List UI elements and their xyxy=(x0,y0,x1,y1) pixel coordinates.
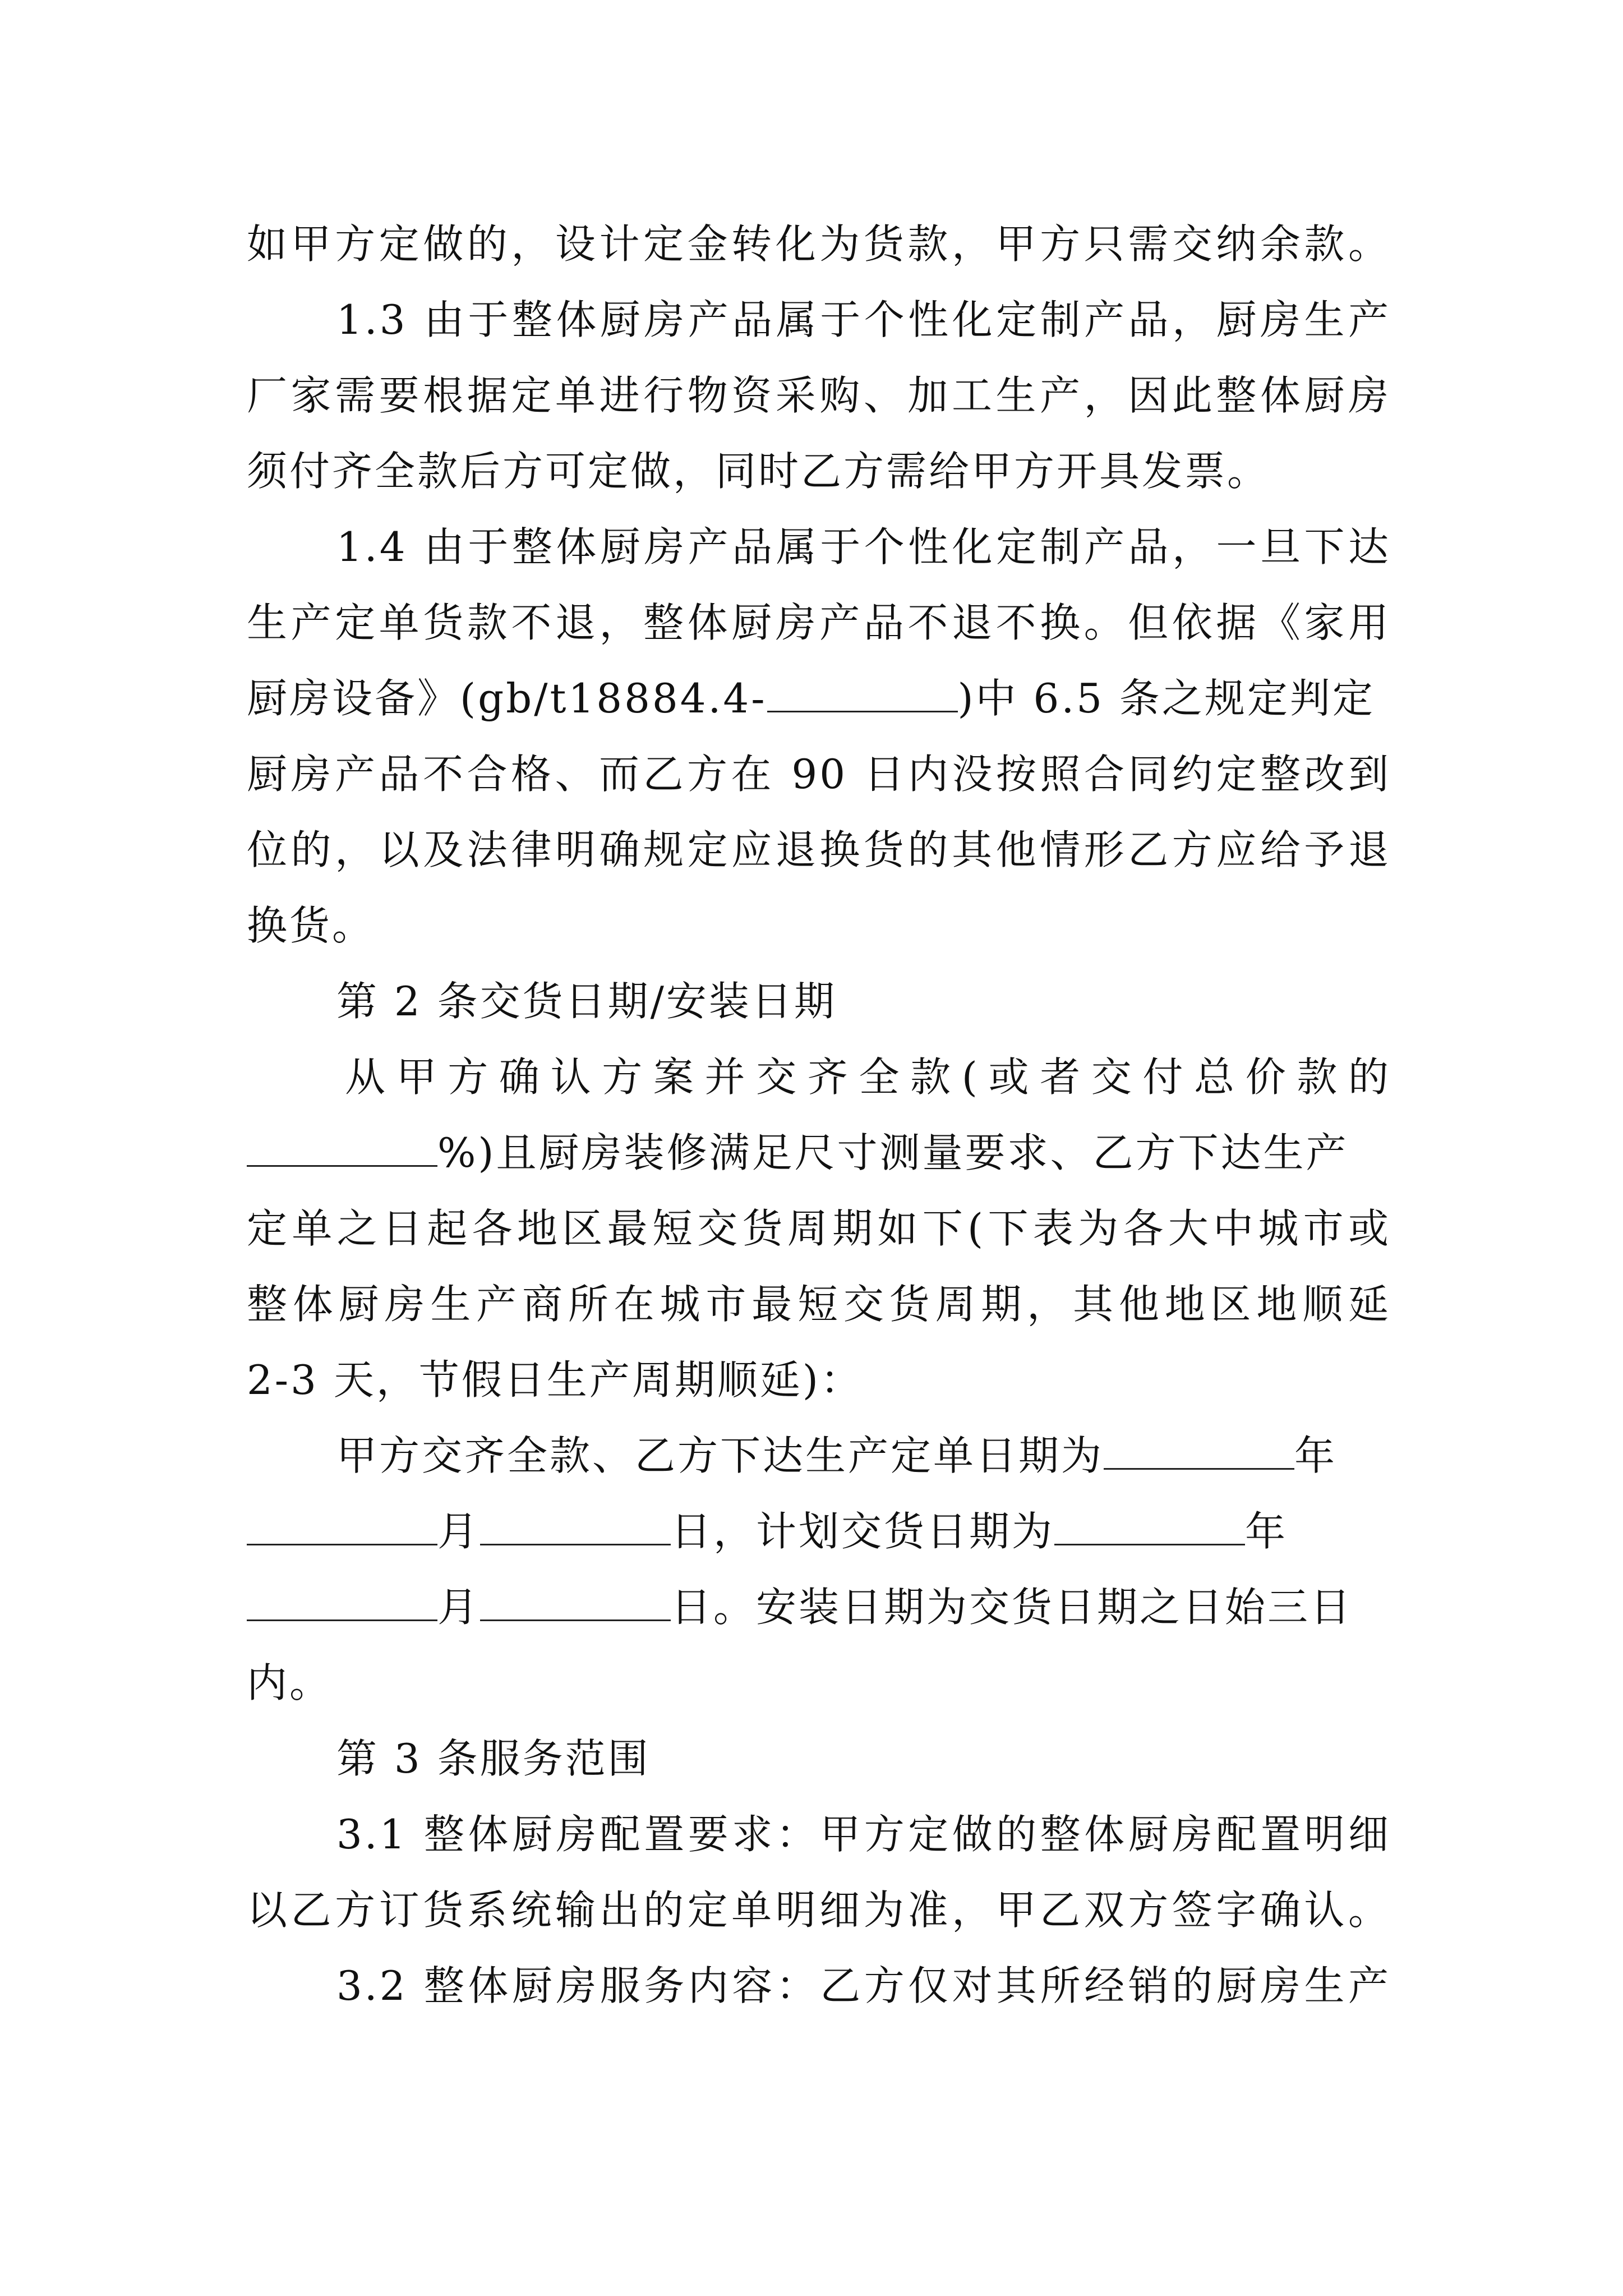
text-segment: 年 xyxy=(1294,1432,1338,1479)
text-line: 以乙方订货系统输出的定单明细为准，甲乙双方签字确认。 xyxy=(247,1887,1391,1934)
clause-3-1: 3.1 整体厨房配置要求：甲方定做的整体厨房配置明细 xyxy=(336,1811,1391,1858)
text-line: 2-3 天，节假日生产周期顺延)： xyxy=(247,1356,863,1404)
text-segment: 年 xyxy=(1245,1508,1288,1555)
text-segment: 甲方交齐全款、乙方下达生产定单日期为 xyxy=(336,1432,1104,1479)
text-line: 生产定单货款不退，整体厨房产品不退不换。但依据《家用 xyxy=(247,599,1391,646)
text-line: 位的，以及法律明确规定应退换货的其他情形乙方应给予退 xyxy=(247,826,1391,873)
fill-in-blank[interactable] xyxy=(247,1580,437,1621)
fill-in-blank[interactable] xyxy=(767,671,958,712)
fill-in-blank[interactable] xyxy=(247,1504,437,1545)
fill-in-blank[interactable] xyxy=(480,1504,671,1545)
clause-3-2: 3.2 整体厨房服务内容：乙方仅对其所经销的厨房生产 xyxy=(336,1962,1391,2009)
text-line: 厂家需要根据定单进行物资采购、加工生产，因此整体厨房 xyxy=(247,372,1391,419)
text-line: 换货。 xyxy=(247,902,375,949)
text-line-with-blank xyxy=(247,1125,1391,1181)
text-segment: )中 6.5 条之规定判定 xyxy=(957,675,1375,722)
text-segment: %)且厨房装修满足尺寸测量要求、乙方下达生产 xyxy=(437,1129,1349,1176)
text-line-with-blank xyxy=(247,1579,1391,1635)
section-heading-3: 第 3 条服务范围 xyxy=(336,1735,651,1782)
clause-1-3: 1.3 由于整体厨房产品属于个性化定制产品，厨房生产 xyxy=(336,296,1391,343)
text-line: 从甲方确认方案并交齐全款(或者交付总价款的 xyxy=(345,1053,1391,1101)
fill-in-blank[interactable] xyxy=(480,1580,671,1621)
text-line: 如甲方定做的，设计定金转化为货款，甲方只需交纳余款。 xyxy=(247,220,1391,268)
fill-in-blank[interactable] xyxy=(1104,1429,1294,1470)
text-line: 须付齐全款后方可定做，同时乙方需给甲方开具发票。 xyxy=(247,448,1270,495)
section-heading-2: 第 2 条交货日期/安装日期 xyxy=(336,978,837,1025)
text-segment: 日。安装日期为交货日期之日始三日 xyxy=(671,1584,1353,1631)
text-line: 厨房产品不合格、而乙方在 90 日内没按照合同约定整改到 xyxy=(247,751,1391,798)
text-line-with-blank xyxy=(336,1428,1391,1484)
text-segment: 厨房设备》(gb/t18884.4- xyxy=(247,675,767,722)
text-segment: 日，计划交货日期为 xyxy=(671,1508,1055,1555)
text-line-with-blank xyxy=(247,670,1391,726)
text-line: 定单之日起各地区最短交货周期如下(下表为各大中城市或 xyxy=(247,1205,1391,1252)
fill-in-blank[interactable] xyxy=(1054,1504,1245,1545)
text-line-with-blank xyxy=(247,1503,1391,1559)
clause-1-4: 1.4 由于整体厨房产品属于个性化定制产品，一旦下达 xyxy=(336,523,1391,570)
text-segment: 月 xyxy=(437,1584,481,1631)
text-line: 内。 xyxy=(247,1659,333,1706)
fill-in-blank[interactable] xyxy=(247,1126,437,1167)
text-line: 整体厨房生产商所在城市最短交货周期，其他地区地顺延 xyxy=(247,1281,1391,1328)
text-segment: 月 xyxy=(437,1508,481,1555)
